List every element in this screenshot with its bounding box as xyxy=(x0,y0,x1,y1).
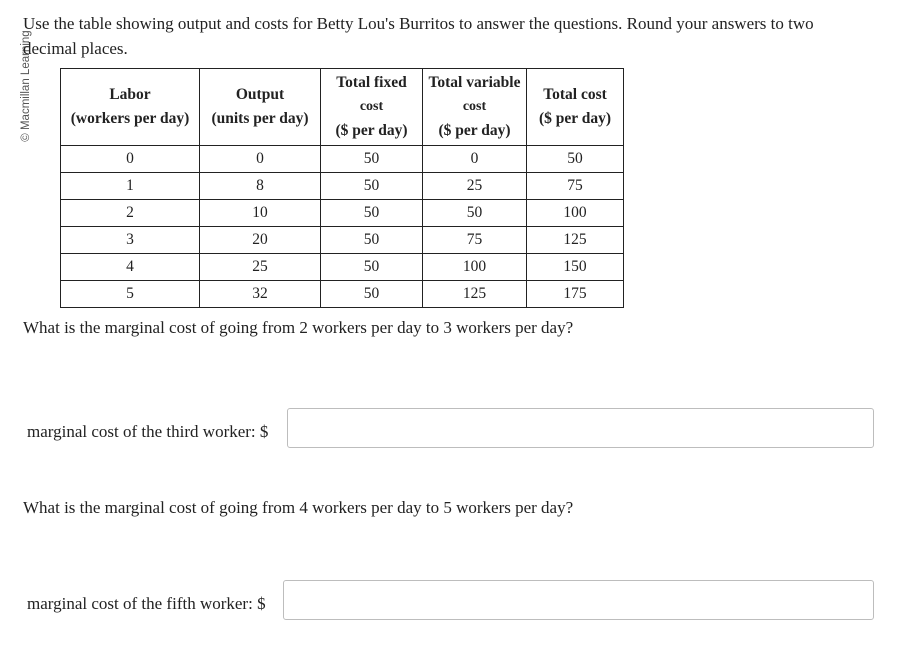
instructions-text: Use the table showing output and costs for Betty Lou's Burritos to answer the questions. Round your answers to two decimal places. xyxy=(23,14,814,58)
table-cell: 50 xyxy=(321,200,423,227)
table-header-row xyxy=(61,69,624,146)
table-cell: 125 xyxy=(527,227,624,254)
table-cell: 125 xyxy=(423,281,527,308)
table-cell: 50 xyxy=(321,254,423,281)
copyright-credit: © Macmillan Learning xyxy=(20,30,32,142)
table-cell: 50 xyxy=(321,173,423,200)
table-row xyxy=(61,254,624,281)
answer-2-label: marginal cost of the fifth worker: $ xyxy=(27,594,266,613)
table-cell: 0 xyxy=(61,146,200,173)
answer-1-input[interactable] xyxy=(287,408,874,448)
table-cell: 10 xyxy=(200,200,321,227)
table-cell: 25 xyxy=(423,173,527,200)
header-total-fixed-cost: Total fixed cost ($ per day) xyxy=(321,69,423,146)
table-cell: 1 xyxy=(61,173,200,200)
table-cell: 50 xyxy=(321,281,423,308)
table-cell: 50 xyxy=(423,200,527,227)
header-labor: Labor (workers per day) xyxy=(61,69,200,146)
table-row xyxy=(61,281,624,308)
table-cell: 150 xyxy=(527,254,624,281)
table-cell: 5 xyxy=(61,281,200,308)
table-cell: 75 xyxy=(423,227,527,254)
table-cell: 75 xyxy=(527,173,624,200)
table-cell: 100 xyxy=(527,200,624,227)
table-cell: 50 xyxy=(527,146,624,173)
table-cell: 100 xyxy=(423,254,527,281)
table-cell: 32 xyxy=(200,281,321,308)
answer-1-label: marginal cost of the third worker: $ xyxy=(27,422,269,441)
table-cell: 50 xyxy=(321,146,423,173)
table-cell: 2 xyxy=(61,200,200,227)
table-row xyxy=(61,173,624,200)
table-cell: 175 xyxy=(527,281,624,308)
table-row xyxy=(61,200,624,227)
header-total-variable-cost: Total variable cost ($ per day) xyxy=(423,69,527,146)
table-row xyxy=(61,227,624,254)
table-cell: 0 xyxy=(200,146,321,173)
cost-table xyxy=(60,68,624,308)
table-cell: 0 xyxy=(423,146,527,173)
table-row xyxy=(61,146,624,173)
table-cell: 25 xyxy=(200,254,321,281)
header-total-cost: Total cost ($ per day) xyxy=(527,69,624,146)
header-output: Output (units per day) xyxy=(200,69,321,146)
question-2-text: What is the marginal cost of going from 4 workers per day to 5 workers per day? xyxy=(23,498,574,517)
question-1-text: What is the marginal cost of going from 2 workers per day to 3 workers per day? xyxy=(23,318,574,337)
table-cell: 8 xyxy=(200,173,321,200)
table-cell: 20 xyxy=(200,227,321,254)
table-cell: 3 xyxy=(61,227,200,254)
table-cell: 50 xyxy=(321,227,423,254)
table-cell: 4 xyxy=(61,254,200,281)
answer-2-input[interactable] xyxy=(283,580,874,620)
